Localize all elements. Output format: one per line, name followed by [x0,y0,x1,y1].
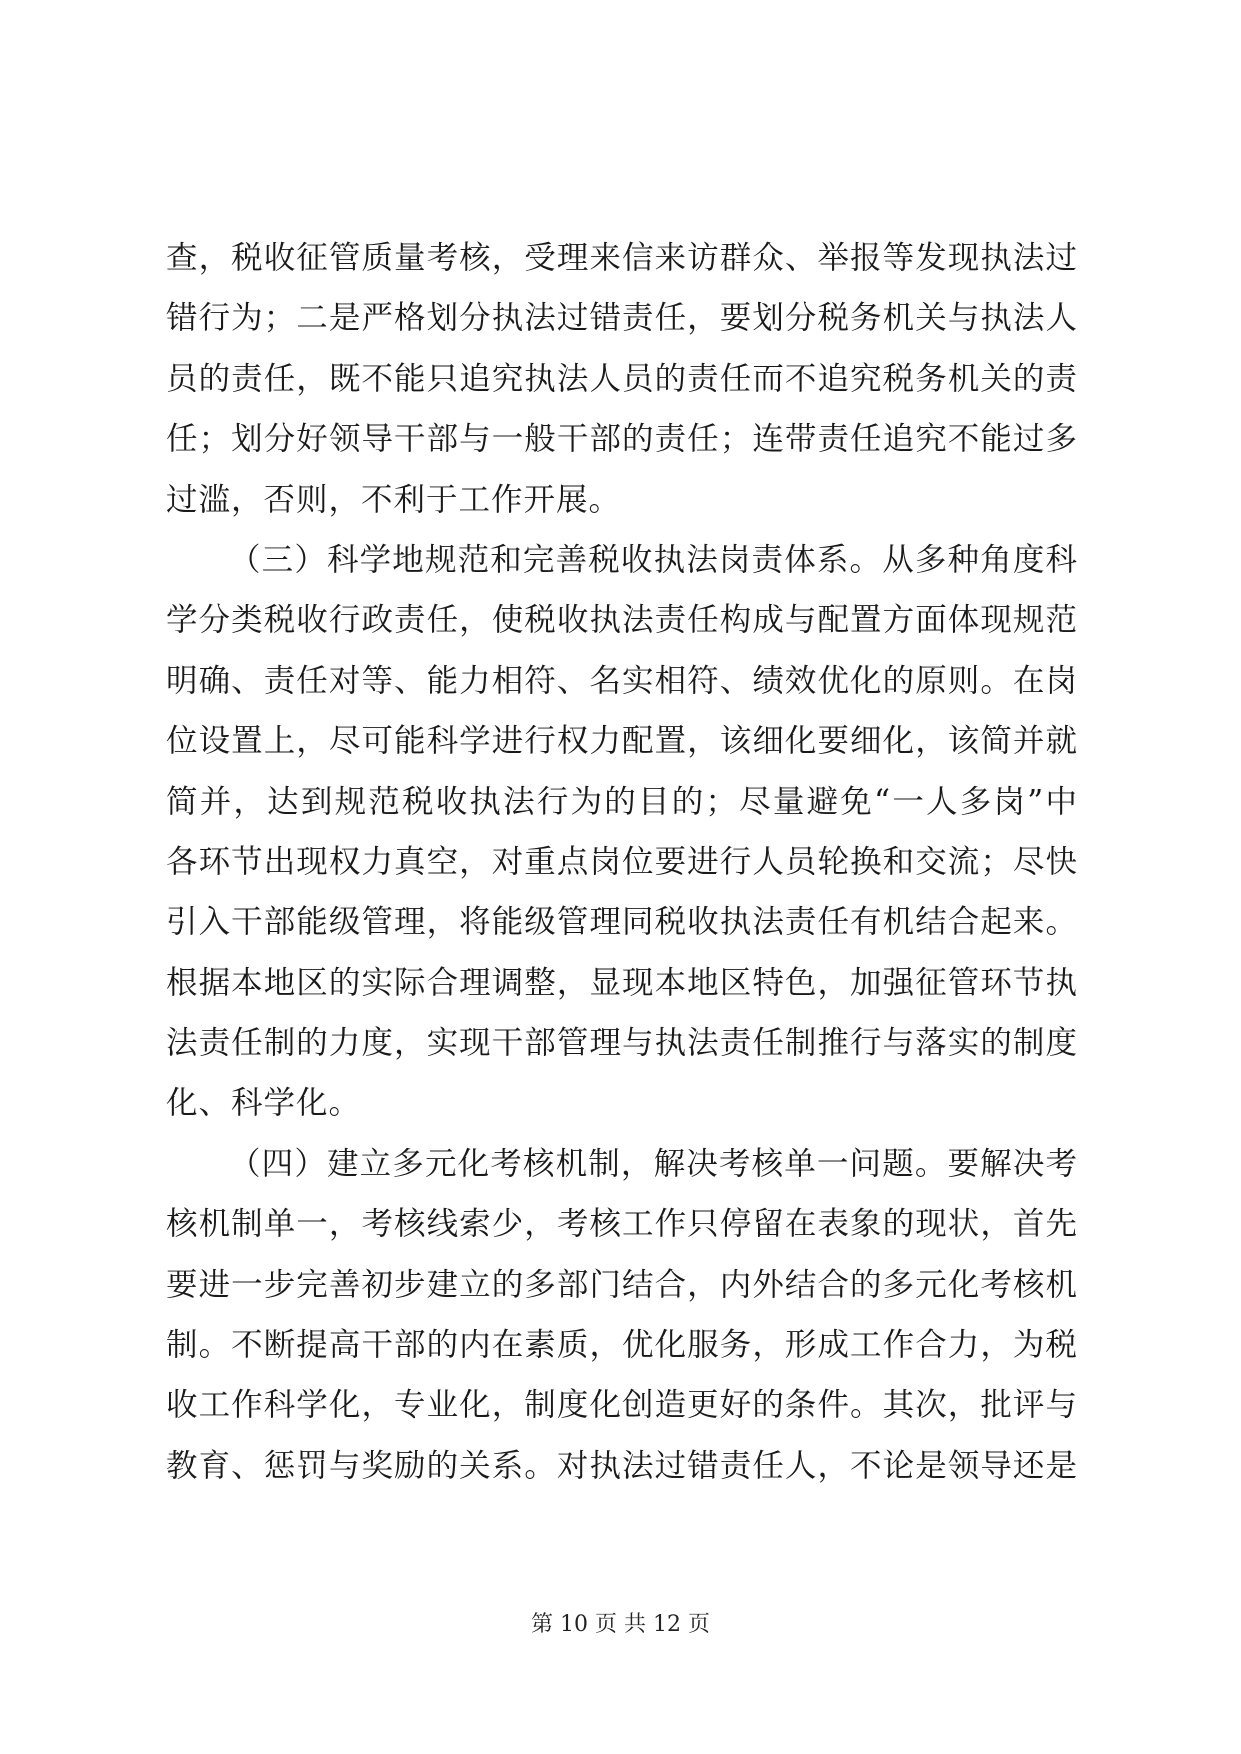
body-text [166,228,1078,1496]
text-line: 制。不断提高干部的内在素质，优化服务，形成工作合力，为税 [166,1327,1078,1364]
text-line: 法责任制的力度，实现干部管理与执法责任制推行与落实的制度 [166,1025,1078,1062]
page-footer: 第 10 页 共 12 页 [531,1612,710,1637]
text-line: 引入干部能级管理，将能级管理同税收执法责任有机结合起来。 [166,904,1078,941]
text-line: 查，税收征管质量考核，受理来信来访群众、举报等发现执法过 [166,240,1078,276]
text-line: 员的责任，既不能只追究执法人员的责任而不追究税务机关的责 [166,360,1078,397]
text-line: 过滥，否则，不利于工作开展。 [166,481,622,518]
text-line: 位设置上，尽可能科学进行权力配置，该细化要细化，该简并就 [166,723,1078,760]
text-line: 核机制单一，考核线索少，考核工作只停留在表象的现状，首先 [166,1206,1078,1243]
text-line: 学分类税收行政责任，使税收执法责任构成与配置方面体现规范 [166,602,1078,639]
text-line: （三）科学地规范和完善税收执法岗责体系。从多种角度科 [229,541,1078,578]
text-line: 任；划分好领导干部与一般干部的责任；连带责任追究不能过多 [166,421,1078,458]
text-line: （四）建立多元化考核机制，解决考核单一问题。要解决考 [229,1145,1078,1182]
text-line: 各环节出现权力真空，对重点岗位要进行人员轮换和交流；尽快 [166,843,1078,880]
text-line: 错行为；二是严格划分执法过错责任，要划分税务机关与执法人 [166,300,1078,337]
text-line: 要进一步完善初步建立的多部门结合，内外结合的多元化考核机 [166,1266,1078,1303]
text-line: 简并，达到规范税收执法行为的目的；尽量避免“一人多岗”中 [166,783,1078,820]
text-line: 收工作科学化，专业化，制度化创造更好的条件。其次，批评与 [166,1387,1078,1424]
text-line: 明确、责任对等、能力相符、名实相符、绩效优化的原则。在岗 [166,662,1078,699]
text-line: 化、科学化。 [166,1085,362,1122]
text-line: 根据本地区的实际合理调整，显现本地区特色，加强征管环节执 [166,964,1078,1001]
text-line: 教育、惩罚与奖励的关系。对执法过错责任人，不论是领导还是 [166,1447,1078,1484]
